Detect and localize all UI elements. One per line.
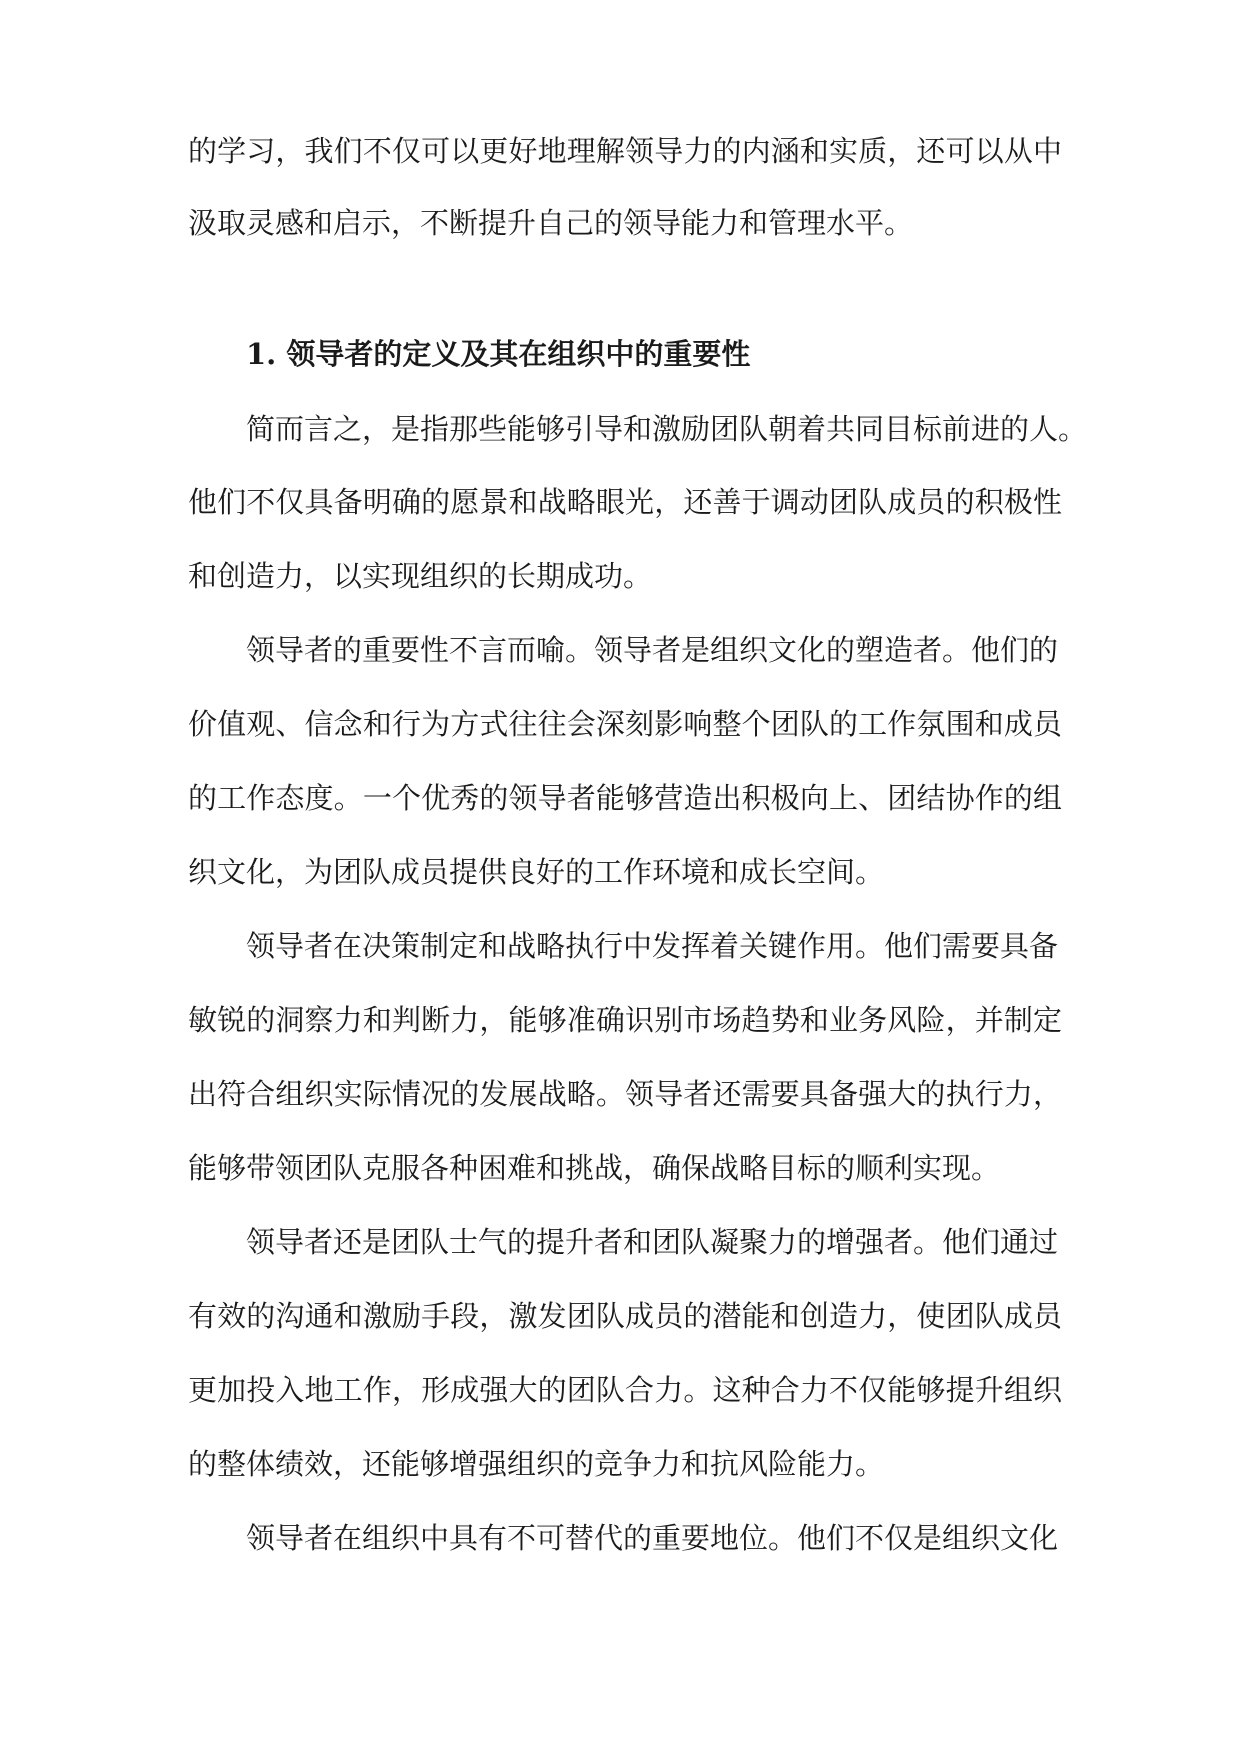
paragraph-line: 领导者还是团队士气的提升者和团队凝聚力的增强者。他们通过 bbox=[246, 1225, 1059, 1259]
paragraph-line: 织文化，为团队成员提供良好的工作环境和成长空间。 bbox=[188, 855, 885, 889]
paragraph-line: 能够带领团队克服各种困难和挑战，确保战略目标的顺利实现。 bbox=[188, 1151, 1001, 1185]
paragraph-line: 敏锐的洞察力和判断力，能够准确识别市场趋势和业务风险，并制定 bbox=[188, 1003, 1062, 1037]
paragraph-line: 的整体绩效，还能够增强组织的竞争力和抗风险能力。 bbox=[188, 1447, 885, 1481]
paragraph-line: 有效的沟通和激励手段，激发团队成员的潜能和创造力，使团队成员 bbox=[188, 1299, 1062, 1333]
paragraph-line: 领导者的重要性不言而喻。领导者是组织文化的塑造者。他们的 bbox=[246, 633, 1059, 667]
paragraph-line: 汲取灵感和启示，不断提升自己的领导能力和管理水平。 bbox=[188, 206, 914, 240]
paragraph-line: 和创造力，以实现组织的长期成功。 bbox=[188, 559, 653, 593]
paragraph-line: 出符合组织实际情况的发展战略。领导者还需要具备强大的执行力， bbox=[188, 1077, 1062, 1111]
paragraph-line: 的学习，我们不仅可以更好地理解领导力的内涵和实质，还可以从中 bbox=[188, 134, 1062, 168]
paragraph-line: 领导者在组织中具有不可替代的重要地位。他们不仅是组织文化 bbox=[246, 1521, 1059, 1555]
paragraph-line: 价值观、信念和行为方式往往会深刻影响整个团队的工作氛围和成员 bbox=[188, 707, 1062, 741]
paragraph-line: 的工作态度。一个优秀的领导者能够营造出积极向上、团结协作的组 bbox=[188, 781, 1062, 815]
paragraph-line: 他们不仅具备明确的愿景和战略眼光，还善于调动团队成员的积极性 bbox=[188, 485, 1062, 519]
paragraph-line: 领导者在决策制定和战略执行中发挥着关键作用。他们需要具备 bbox=[246, 929, 1059, 963]
paragraph-line: 更加投入地工作，形成强大的团队合力。这种合力不仅能够提升组织 bbox=[188, 1373, 1062, 1407]
section-heading: 1. 领导者的定义及其在组织中的重要性 bbox=[246, 337, 751, 371]
paragraph-line: 简而言之，是指那些能够引导和激励团队朝着共同目标前进的人。 bbox=[246, 412, 1088, 446]
